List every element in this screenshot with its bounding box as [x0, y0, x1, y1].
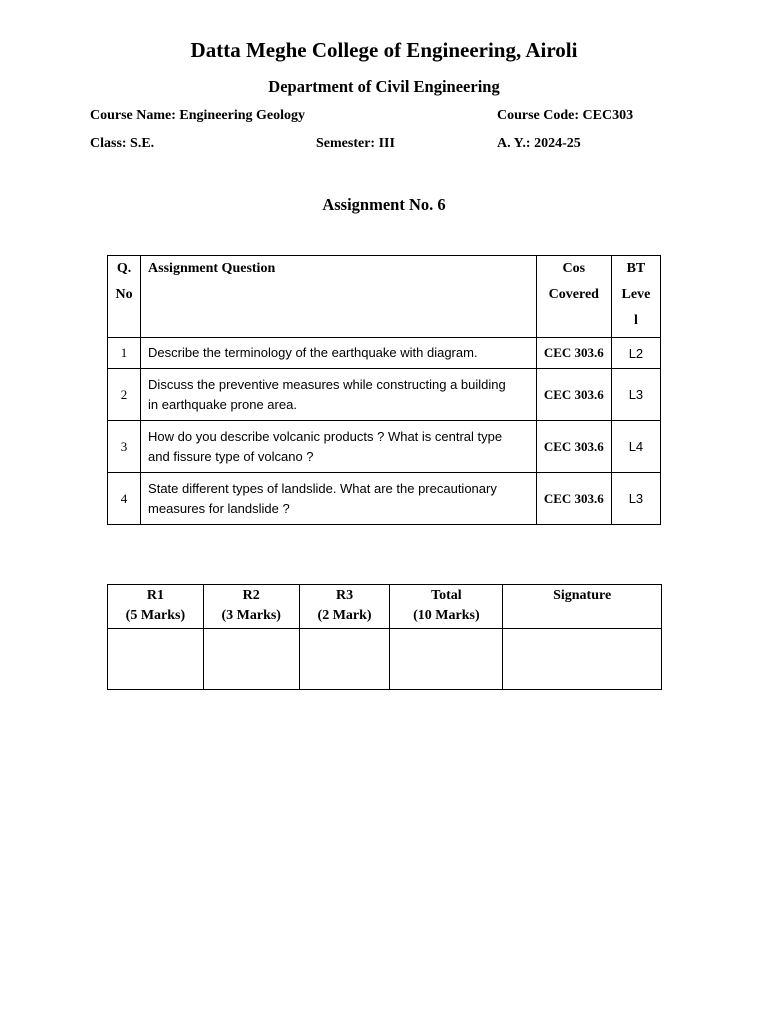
header-bt-line3: l	[633, 313, 638, 328]
question-table	[107, 255, 661, 525]
question-text-line1: State different types of landslide. What are the precautionary	[148, 480, 497, 496]
header-qno	[108, 256, 141, 338]
marks-header-r1	[108, 585, 204, 629]
class-label: Class: S.E.	[90, 136, 155, 151]
cos-covered: CEC 303.6	[536, 338, 611, 369]
marks-header-total-line1: Total	[431, 588, 462, 603]
marks-table-header	[108, 585, 662, 629]
table-row	[108, 338, 661, 369]
r1-marks-cell[interactable]	[108, 629, 204, 690]
assignment-title: Assignment No. 6	[322, 195, 446, 214]
question-text-line2: measures for landslide ?	[148, 500, 290, 516]
marks-entry-row	[108, 629, 662, 690]
header-cos	[536, 256, 611, 338]
question-text	[141, 473, 537, 525]
question-number: 4	[108, 473, 141, 525]
question-text	[141, 369, 537, 421]
cos-covered: CEC 303.6	[536, 473, 611, 525]
course-name: Course Name: Engineering Geology	[90, 108, 306, 123]
marks-header-total-line2: (10 Marks)	[413, 608, 480, 623]
question-text-line1: How do you describe volcanic products ? What is central type	[148, 428, 503, 444]
total-marks-cell[interactable]	[390, 629, 503, 690]
marks-header-r3	[299, 585, 390, 629]
header-cos-line2: Covered	[548, 287, 599, 302]
header-qno-line1: Q.	[116, 261, 132, 276]
table-row	[108, 473, 661, 525]
question-text-line1: Discuss the preventive measures while constructing a building	[148, 376, 506, 392]
question-table-header	[108, 256, 661, 338]
question-text-line1: Describe the terminology of the earthquake with diagram.	[148, 345, 478, 360]
header-qno-line2: No	[115, 287, 133, 302]
header-question: Assignment Question	[141, 256, 537, 338]
marks-header-r2	[203, 585, 299, 629]
header-bt-line1: BT	[626, 261, 646, 276]
marks-header-r3-line2: (2 Mark)	[317, 608, 372, 623]
table-row	[108, 421, 661, 473]
bt-level: L3	[611, 369, 660, 421]
question-number: 3	[108, 421, 141, 473]
bt-level: L3	[611, 473, 660, 525]
marks-header-r1-line1: R1	[146, 588, 164, 603]
department-title: Department of Civil Engineering	[268, 77, 500, 96]
course-code: Course Code: CEC303	[497, 108, 634, 123]
question-text-line2: in earthquake prone area.	[148, 396, 297, 412]
marks-header-total	[390, 585, 503, 629]
academic-year: A. Y.: 2024-25	[497, 136, 581, 151]
question-text	[141, 338, 537, 369]
header-cos-line1: Cos	[562, 261, 586, 276]
cos-covered: CEC 303.6	[536, 369, 611, 421]
marks-header-signature-line1: Signature	[553, 588, 612, 603]
bt-level: L2	[611, 338, 660, 369]
marks-header-r2-line2: (3 Marks)	[221, 608, 281, 623]
bt-level: L4	[611, 421, 660, 473]
cos-covered: CEC 303.6	[536, 421, 611, 473]
marks-header-r2-line1: R2	[242, 588, 260, 603]
question-text	[141, 421, 537, 473]
semester-label: Semester: III	[316, 136, 395, 151]
signature-cell[interactable]	[503, 629, 662, 690]
marks-table	[107, 584, 662, 690]
question-number: 2	[108, 369, 141, 421]
college-title: Datta Meghe College of Engineering, Airoli	[190, 38, 578, 62]
marks-header-signature	[503, 585, 662, 629]
r3-marks-cell[interactable]	[299, 629, 390, 690]
question-text-line2: and fissure type of volcano ?	[148, 448, 314, 464]
marks-header-r1-line2: (5 Marks)	[125, 608, 186, 623]
r2-marks-cell[interactable]	[203, 629, 299, 690]
header-bt-line2: Leve	[621, 287, 651, 302]
marks-header-r3-line1: R3	[336, 588, 354, 603]
table-row	[108, 369, 661, 421]
question-number: 1	[108, 338, 141, 369]
header-bt	[611, 256, 660, 338]
